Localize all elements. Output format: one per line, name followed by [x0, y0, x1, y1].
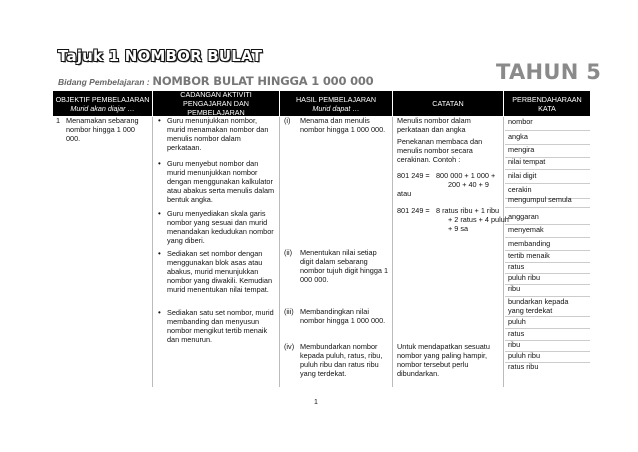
- header-hasil-sub: Murid dapat …: [312, 103, 360, 113]
- vocab-item: nombor: [508, 117, 533, 126]
- catatan-atau: atau: [397, 189, 412, 198]
- vocab-item: puluh: [508, 317, 526, 326]
- objektif-text: Menamakan sebarang nombor hingga 1 000 000.: [66, 116, 139, 143]
- vocab-divider: [505, 207, 590, 208]
- column-divider: [152, 117, 153, 387]
- cadangan-item: • Guru menunjukkan nombor, murid menamakan nombor dan menulis nombor dalam perkataan.: [167, 117, 277, 153]
- vocab-item: bundarkan kepada yang terdekat: [508, 297, 569, 315]
- header-objektif-title: OBJEKTIF PEMBELAJARAN: [55, 94, 150, 104]
- catatan-example-line: 8 ratus ribu + 1 ribu: [436, 206, 500, 215]
- learning-area: [58, 74, 373, 88]
- vocab-item: mengumpul semula: [508, 195, 572, 204]
- vocab-divider: [505, 183, 590, 184]
- column-divider: [279, 117, 280, 387]
- vocab-item: puluh ribu: [508, 351, 541, 360]
- catatan-example-line: + 2 ratus + 4 puluh: [448, 215, 509, 224]
- learning-area-label: Bidang Pembelajaran :: [58, 77, 150, 87]
- cadangan-item: • Sediakan set nombor dengan menggunakan blok asas atau abakus, murid menunjukkan nombor yang diwakili. Kemudian murid menentukan nilai tempat.: [167, 250, 277, 295]
- catatan-note: Penekanan membaca dan menulis nombor secara cerakinan. Contoh :: [397, 137, 483, 164]
- vocab-item: mengira: [508, 145, 535, 154]
- vocab-item: cerakin: [508, 185, 532, 194]
- hasil-number: (iv): [284, 342, 295, 351]
- hasil-text: Membundarkan nombor kepada puluh, ratus, ribu, puluh ribu dan ratus ribu yang terdekat.: [300, 342, 383, 378]
- header-objektif: [53, 91, 152, 116]
- cadangan-item: • Guru menyediakan skala garis nombor yang sesuai dan murid menandakan kedudukan nombor yang diberi.: [167, 210, 277, 246]
- vocab-item: ribu: [508, 340, 521, 349]
- vocab-item: ratus ribu: [508, 362, 539, 371]
- hasil-text: Menama dan menulis nombor hingga 1 000 000.: [300, 116, 386, 134]
- header-perbendaharaan-title: PERBENDAHARAAN KATA: [512, 94, 582, 113]
- vocab-item: tertib menaik: [508, 251, 550, 260]
- hasil-number: (ii): [284, 248, 293, 257]
- vocab-item: nilai tempat: [508, 157, 546, 166]
- hasil-number: (i): [284, 116, 291, 125]
- column-divider: [503, 117, 504, 387]
- page-number: 1: [314, 399, 318, 406]
- header-catatan-title: CATATAN: [432, 99, 464, 108]
- catatan-example-lhs: 801 249 =: [397, 171, 430, 180]
- vocab-item: ratus: [508, 329, 525, 338]
- vocab-divider: [505, 130, 590, 131]
- catatan-example-line: 800 000 + 1 000 +: [436, 171, 496, 180]
- catatan-note: Menulis nombor dalam perkataan dan angka: [397, 116, 471, 134]
- catatan-example-lhs: 801 249 =: [397, 206, 430, 215]
- vocab-item: anggaran: [508, 212, 539, 221]
- header-cadangan-title: CADANGAN AKTIVITI PENGAJARAN DAN PEMBELAJARAN: [180, 90, 252, 117]
- header-perbendaharaan: [504, 91, 590, 116]
- header-cadangan: [153, 91, 279, 116]
- catatan-note: Untuk mendapatkan sesuatu nombor yang paling hampir, nombor tersebut perlu dibundarkan.: [397, 342, 490, 378]
- vocab-item: membanding: [508, 239, 551, 248]
- vocab-item: menyemak: [508, 225, 544, 234]
- vocab-divider: [505, 169, 590, 170]
- cadangan-item: • Guru menyebut nombor dan murid menunjukkan nombor dengan menggunakan kalkulator atau abakus serta menulis dalam bentuk angka.: [167, 160, 277, 205]
- year-label: TAHUN 5: [496, 60, 602, 84]
- objektif-number: 1: [56, 116, 61, 125]
- catatan-example-line: + 9 sa: [448, 224, 469, 233]
- vocab-item: puluh ribu: [508, 273, 541, 282]
- vocab-item: nilai digit: [508, 171, 537, 180]
- catatan-example-line: 200 + 40 + 9: [448, 180, 489, 189]
- hasil-text: Menentukan nilai setiap digit dalam sebarang nombor tujuh digit hingga 1 000 000.: [300, 248, 389, 284]
- header-objektif-sub: Murid akan diajar …: [70, 103, 135, 113]
- vocab-item: angka: [508, 132, 528, 141]
- vocab-divider: [505, 237, 590, 238]
- hasil-number: (iii): [284, 307, 294, 316]
- vocab-item: ribu: [508, 284, 521, 293]
- header-hasil-title: HASIL PEMBELAJARAN: [295, 94, 377, 104]
- column-divider: [392, 117, 393, 387]
- vocab-item: ratus: [508, 262, 525, 271]
- header-hasil: [280, 91, 392, 116]
- hasil-text: Membandingkan nilai nombor hingga 1 000 000.: [300, 307, 386, 325]
- cadangan-item: • Sediakan satu set nombor, murid membanding dan menyusun nombor mengikut tertib menaik dan menurun.: [167, 309, 277, 345]
- learning-area-value: NOMBOR BULAT HINGGA 1 000 000: [152, 74, 374, 88]
- header-catatan: [393, 91, 503, 116]
- topic-title: Tajuk 1 NOMBOR BULAT: [58, 47, 263, 65]
